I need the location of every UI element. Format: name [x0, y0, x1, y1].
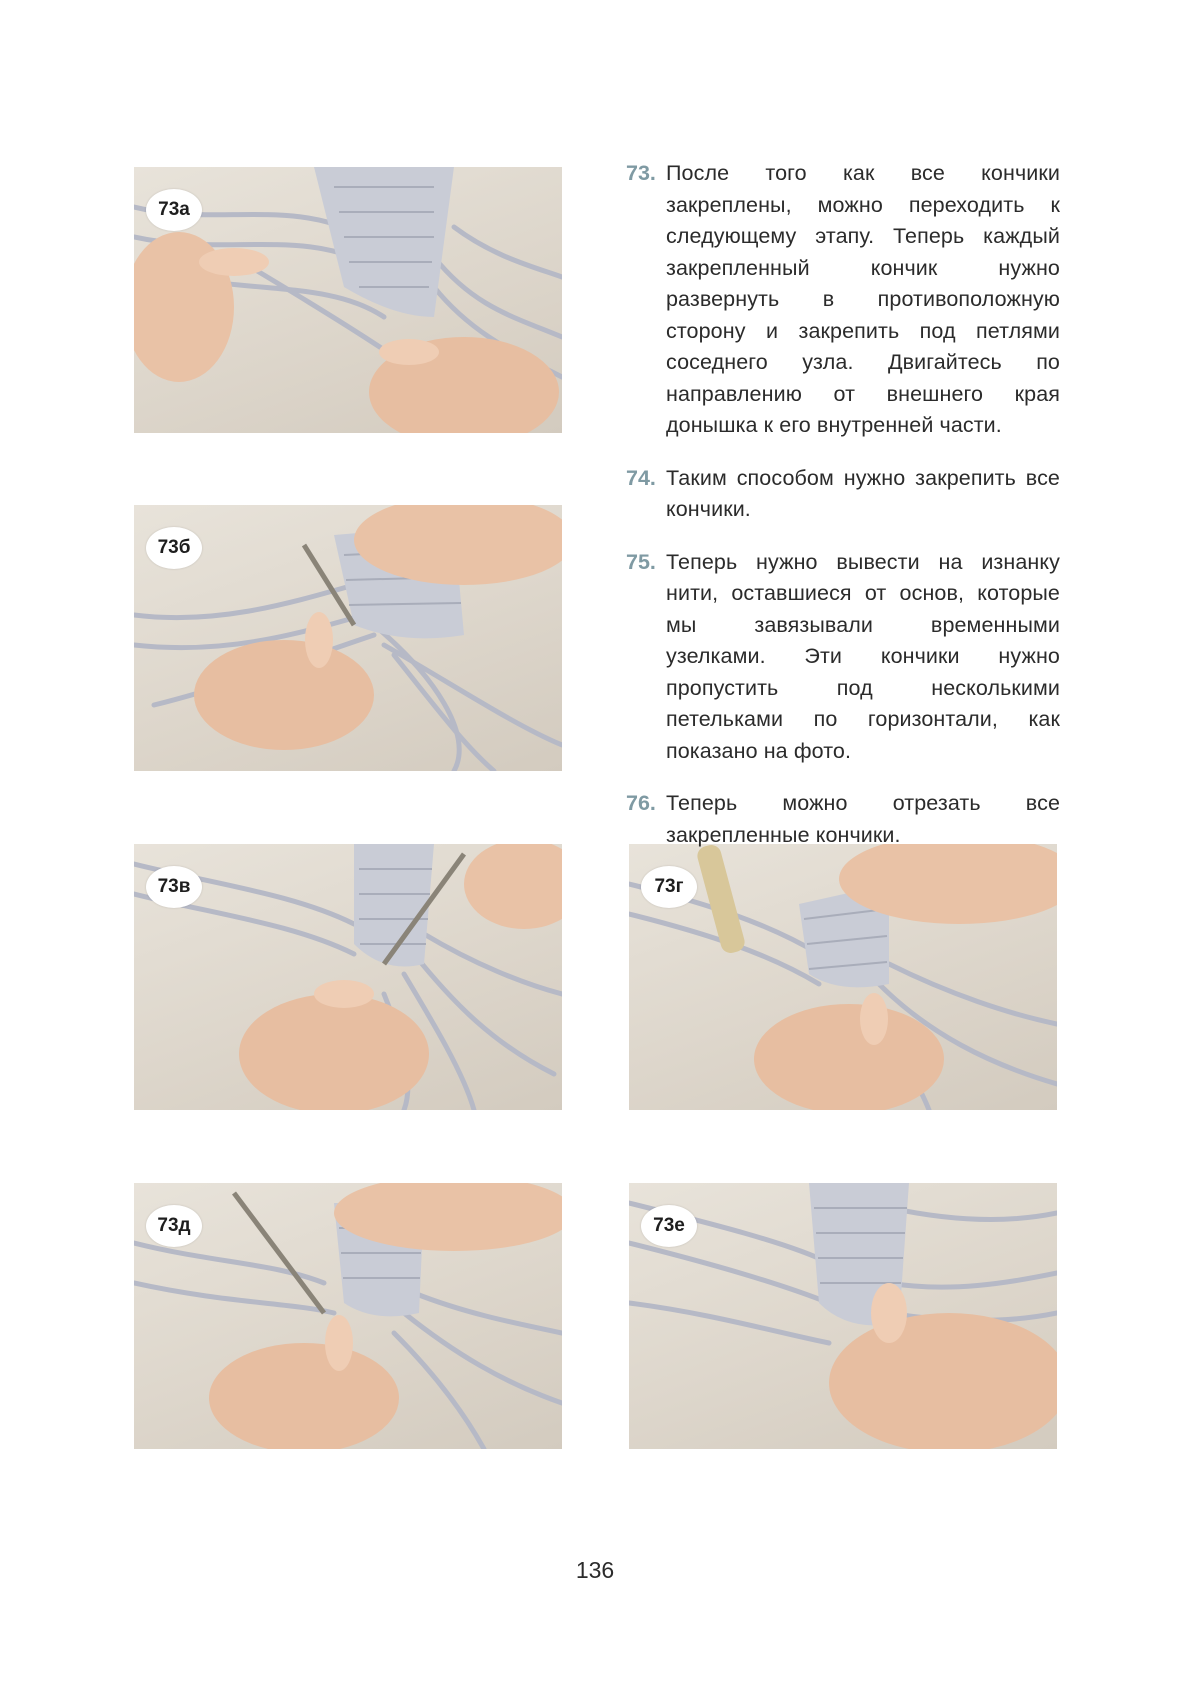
photo-73a: [134, 167, 562, 433]
photo-label: 73г: [641, 866, 697, 908]
photo-label: 73е: [641, 1205, 697, 1247]
photo-label: 73д: [146, 1205, 202, 1247]
step-74: [626, 463, 1060, 526]
step-text: Таким способом нужно закрепить все кончики.: [666, 465, 1060, 521]
page-number: 136: [575, 1557, 615, 1583]
photo-label: 73б: [146, 527, 202, 569]
step-76: [626, 788, 1060, 851]
photo-73g: [629, 844, 1057, 1110]
photo-73d: [134, 1183, 562, 1449]
step-number: 74.: [626, 465, 656, 490]
step-number: 75.: [626, 549, 656, 574]
step-text: После того как все кончики закреплены, можно переходить к следующему этапу. Теперь каждый закрепленный кончик нужно развернуть в противоположную сторону и закрепить под петлями соседнего узла. Двигайтесь по направлению от внешнего края донышка к его внутренней части.: [666, 161, 1060, 437]
photo-label: 73а: [146, 189, 202, 231]
photo-73v: [134, 844, 562, 1110]
step-number: 76.: [626, 791, 656, 815]
photo-73b: [134, 505, 562, 771]
step-text: Теперь нужно вывести на изнанку нити, оставшиеся от основ, которые мы завязывали временными узелками. Эти кончики нужно пропустить под несколькими петельками по горизонтали, как показано на фото.: [666, 549, 1060, 763]
step-text: Теперь можно отрезать все закрепленные кончики.: [666, 791, 1060, 847]
photo-73e: [629, 1183, 1057, 1449]
instruction-steps: [626, 158, 1060, 872]
step-73: [626, 158, 1060, 442]
photo-label: 73в: [146, 866, 202, 908]
step-number: 73.: [626, 161, 656, 185]
step-75: [626, 547, 1060, 768]
